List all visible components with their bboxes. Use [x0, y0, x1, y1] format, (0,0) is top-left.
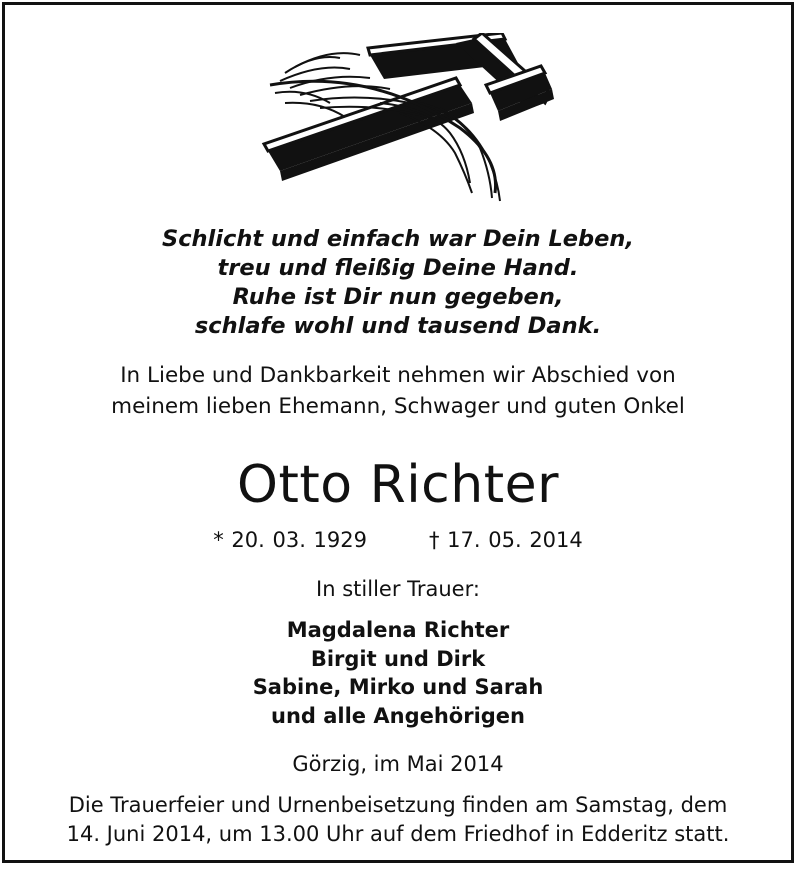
verse-line: Schlicht und einfach war Dein Leben, — [162, 226, 634, 252]
deceased-name: Otto Richter — [237, 455, 559, 515]
mourner-name: Magdalena Richter — [286, 618, 510, 642]
cross-with-palm-frond-icon — [260, 33, 560, 203]
place-and-date: Görzig, im Mai 2014 — [292, 752, 504, 776]
life-dates — [5, 525, 791, 555]
intro-line: meinem lieben Ehemann, Schwager und guten Onkel — [111, 394, 685, 419]
verse-line: treu und fleißig Deine Hand. — [217, 255, 579, 281]
mourner-name: und alle Angehörigen — [271, 703, 525, 728]
death-date: † 17. 05. 2014 — [429, 528, 583, 552]
ceremony-line: 14. Juni 2014, um 13.00 Uhr auf dem Friedhof in Edderitz statt. — [66, 822, 730, 846]
birth-date: * 20. 03. 1929 — [213, 528, 367, 552]
intro-line: In Liebe und Dankbarkeit nehmen wir Abschied von — [120, 363, 676, 388]
mourner-name: Birgit und Dirk — [310, 646, 486, 671]
memorial-verse — [5, 225, 791, 341]
verse-line: schlafe wohl und tausend Dank. — [194, 313, 602, 339]
mourning-label: In stiller Trauer: — [316, 577, 480, 601]
farewell-intro — [5, 360, 791, 422]
mourner-name: Sabine, Mirko und Sarah — [252, 675, 544, 699]
cross-icon — [264, 33, 554, 181]
verse-line: Ruhe ist Dir nun gegeben, — [232, 284, 564, 310]
mourners-list — [5, 616, 791, 730]
ceremony-line: Die Trauerfeier und Urnenbeisetzung finden am Samstag, dem — [68, 793, 728, 817]
obituary-frame — [2, 2, 794, 863]
ceremony-notice — [5, 791, 791, 849]
